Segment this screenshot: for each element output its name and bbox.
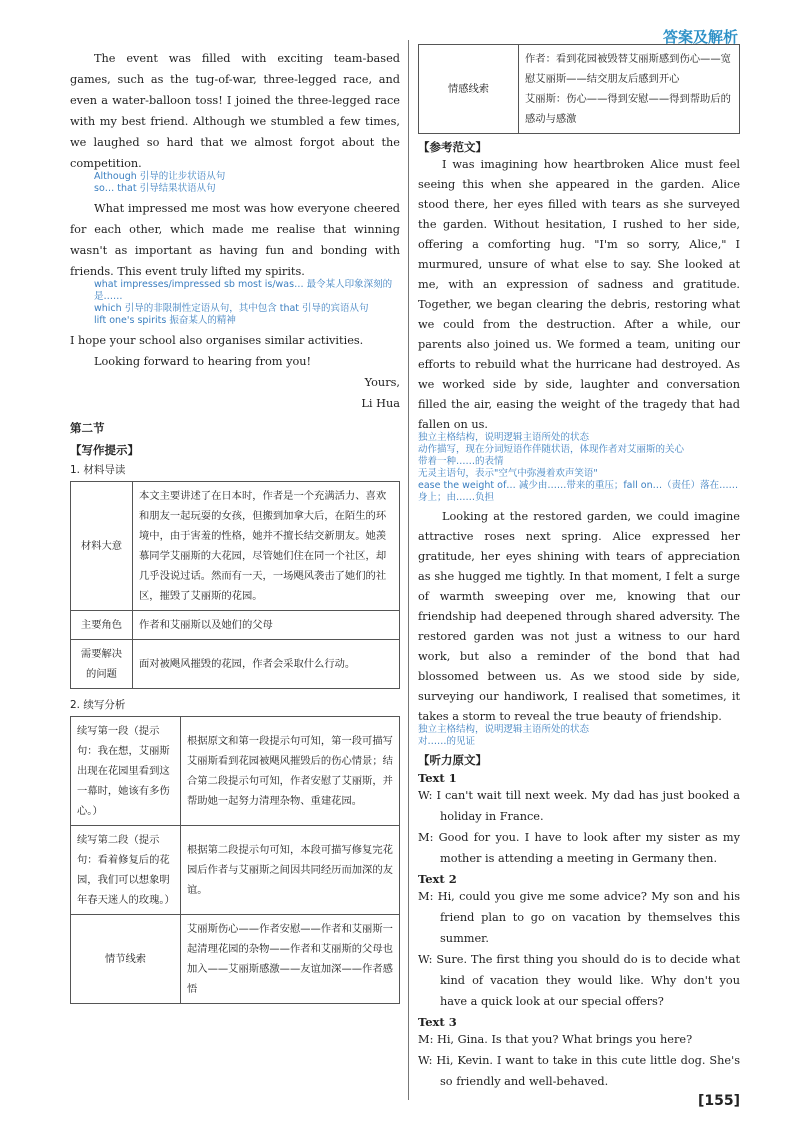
table-cell: 根据第二段提示句可知，本段可描写修复完花园后作者与艾丽斯之间因共同经历而加深的友谊。 <box>181 826 400 915</box>
emotion-alice: 艾丽斯：伤心——得到安慰——得到帮助后的感动与感激 <box>525 93 731 125</box>
signature-name: Li Hua <box>361 397 400 410</box>
table-label: 情感线索 <box>419 45 519 134</box>
section-title: 第二节 <box>70 421 105 435</box>
annotation-absolute-2: 独立主格结构，说明逻辑主语所处的状态 <box>418 724 590 735</box>
table-label: 情节线索 <box>71 915 181 1004</box>
table-label: 续写第二段（提示句：看着修复后的花园，我们可以想象明年春天迷人的玫瑰。） <box>71 826 181 915</box>
table-label: 需要解决的问题 <box>71 640 133 689</box>
right-column <box>418 44 740 1092</box>
annotation-absolute-1: 独立主格结构，说明逻辑主语所处的状态 <box>418 432 590 443</box>
annotation-what-impressed: what impresses/impressed sb most is/was… 最令某人印象深刻的是…… <box>94 279 393 302</box>
table-row <box>71 915 400 1004</box>
subheading-material: 1. 材料导读 <box>70 464 126 476</box>
letter-paragraph-2: What impressed me most was how everyone cheered for each other, which made me realise that winning wasn't as important as having fun and bonding with friends. This event truly lifted my spirits. <box>70 202 400 278</box>
annotation-although: Although 引导的让步状语从句 <box>94 171 226 182</box>
emotion-table <box>418 44 740 134</box>
page-number-value: 155 <box>704 1093 734 1109</box>
dialogue-line: W: Sure. The first thing you should do is to decide what kind of vacation they would like. Why don't you have a quick look at our special offers? <box>418 953 740 1008</box>
dialogue-line: W: I can't wait till next week. My dad has just booked a holiday in France. <box>418 789 740 823</box>
dialogue-line: W: Hi, Kevin. I want to take in this cute little dog. She's so friendly and well-behaved. <box>418 1054 740 1088</box>
table-row <box>71 611 400 640</box>
annotation-action: 动作描写，现在分词短语作伴随状语，体现作者对艾丽斯的关心 <box>418 444 685 455</box>
page-number: [155] <box>697 1093 740 1109</box>
table-cell: 根据原文和第一段提示句可知，第一段可描写艾丽斯看到花园被飓风摧毁后的伤心情景；结合第二段提示句可知，作者安慰了艾丽斯，并帮助她一起努力清理杂物、重建花园。 <box>181 717 400 826</box>
reference-title: 【参考范文】 <box>418 140 487 154</box>
dialogue-line: M: Good for you. I have to look after my sister as my mother is attending a meeting in Germany then. <box>418 831 740 865</box>
column-divider <box>408 40 409 1100</box>
table-label: 续写第一段（提示句：我在想，艾丽斯出现在花园里看到这一幕时，她该有多伤心。） <box>71 717 181 826</box>
table-cell <box>519 45 740 134</box>
table-row <box>71 482 400 611</box>
annotation-lift-spirits: lift one's spirits 振奋某人的精神 <box>94 315 236 326</box>
material-table <box>70 481 400 689</box>
table-row <box>71 826 400 915</box>
dialogue-line: M: Hi, Gina. Is that you? What brings you here? <box>418 1033 693 1046</box>
annotation-witness: 对……的见证 <box>418 736 476 747</box>
text1-title: Text 1 <box>418 771 457 785</box>
annotation-which-clause: which 引导的非限制性定语从句，其中包含 that 引导的宾语从句 <box>94 303 369 314</box>
header-title: 答案及解析 <box>662 28 738 46</box>
left-column <box>70 48 400 1004</box>
annotation-inanimate-subject: 无灵主语句，表示"空气中弥漫着欢声笑语" <box>418 468 598 479</box>
writing-tips-title: 【写作提示】 <box>70 443 139 457</box>
annotation-so-that: so… that 引导结果状语从句 <box>94 183 216 194</box>
table-cell: 本文主要讲述了在日本时，作者是一个充满活力、喜欢和朋友一起玩耍的女孩，但搬到加拿大后，在陌生的环境中，由于害羞的性格，她并不擅长结交新朋友。她羡慕同学艾丽斯的大花园，尽管她们住在同一个社区，却几乎没说过话。然而有一天，一场飓风袭击了她们的社区，摧毁了艾丽斯的花园。 <box>133 482 400 611</box>
letter-closing: Looking forward to hearing from you! <box>94 355 312 368</box>
reference-paragraph-2: Looking at the restored garden, we could imagine attractive roses next spring. Alice expressed her gratitude, her eyes shining with tears of appreciation as she hugged me tightly. In that moment, I felt a surge of warmth sweeping over me, knowing that our friendship had deepened through shared adversity. The restored garden was not just a witness to our hard work, but also a reminder of the bond that had blossomed between us. As we stood side by side, surveying our handiwork, I realised that sometimes, it takes a storm to reveal the true beauty of friendship. <box>418 510 740 723</box>
letter-paragraph-3: I hope your school also organises similar activities. <box>70 334 364 347</box>
dialogue-line: M: Hi, could you give me some advice? My son and his friend plan to go on vacation by themselves this summer. <box>418 890 740 945</box>
table-label: 主要角色 <box>71 611 133 640</box>
table-cell: 艾丽斯伤心——作者安慰——作者和艾丽斯一起清理花园的杂物——作者和艾丽斯的父母也加入——艾丽斯感激——友谊加深——作者感悟 <box>181 915 400 1004</box>
subheading-analysis: 2. 续写分析 <box>70 699 126 711</box>
annotation-ease-weight: ease the weight of… 减少由……带来的重压；fall on…（责任）落在……身上；由……负担 <box>418 480 739 503</box>
table-row <box>419 45 740 134</box>
reference-paragraph-1: I was imagining how heartbroken Alice must feel seeing this when she appeared in the garden. Alice stood there, her eyes filled with tears as she surveyed the garden. Without hesitation, I rushed to her side, offering a comforting hug. "I'm so sorry, Alice," I murmured, unsure of what else to say. She looked at me, with an expression of sadness and gratitude. Together, we began clearing the debris, restoring what we could from the destruction. After a while, our parents also joined us. We formed a team, uniting our efforts to rebuild what the hurricane had destroyed. As we worked side by side, laughter and conversation filled the air, easing the weight of the tragedy that had fallen on us. <box>418 158 740 431</box>
table-label: 材料大意 <box>71 482 133 611</box>
text2-title: Text 2 <box>418 872 457 886</box>
table-row <box>71 640 400 689</box>
table-cell: 作者和艾丽斯以及她们的父母 <box>133 611 400 640</box>
text3-title: Text 3 <box>418 1015 457 1029</box>
signature-yours: Yours, <box>364 376 400 389</box>
table-cell: 面对被飓风摧毁的花园，作者会采取什么行动。 <box>133 640 400 689</box>
table-row <box>71 717 400 826</box>
listening-title: 【听力原文】 <box>418 753 487 767</box>
annotation-expression: 带着一种……的表情 <box>418 456 504 467</box>
emotion-author: 作者：看到花园被毁替艾丽斯感到伤心——宽慰艾丽斯——结交朋友后感到开心 <box>525 53 731 85</box>
analysis-table <box>70 716 400 1004</box>
letter-paragraph-1: The event was filled with exciting team-based games, such as the tug-of-war, three-legged race, and even a water-balloon toss! I joined the three-legged race with my best friend. Although we stumbled a few times, we laughed so hard that we almost forgot about the competition. <box>70 52 400 170</box>
